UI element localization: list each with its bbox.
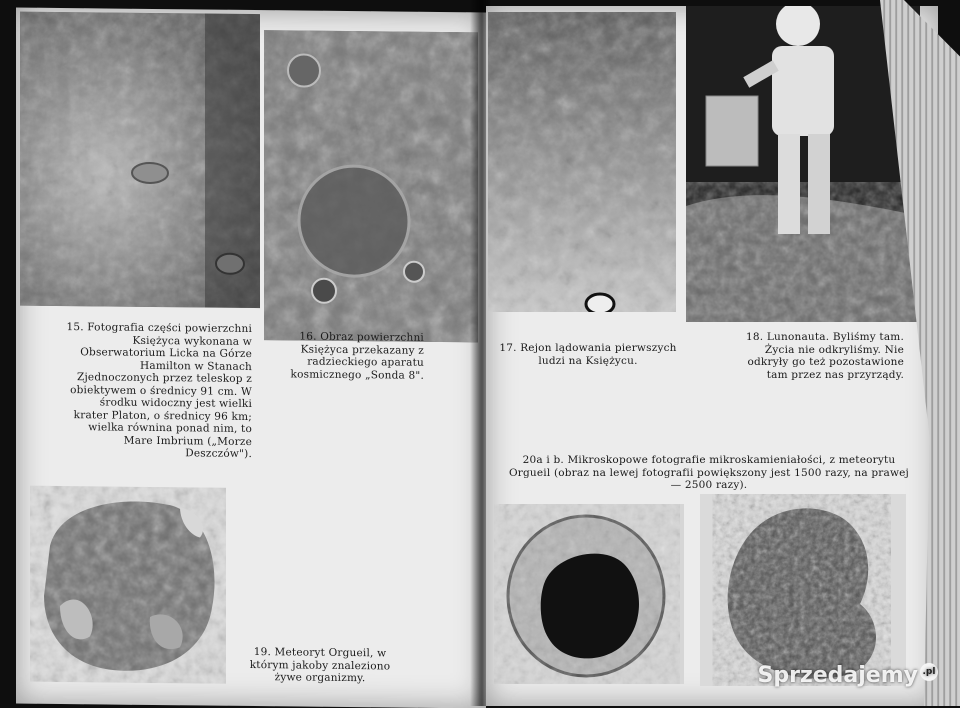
caption-15: 15. Fotografia części powierzchni Księżyca wykonana w Obserwatorium Licka na Górze Hamilton w Stanach Zjednoczonych przez teleskop z obiektywem o średnicy 91 cm. W środku widoczny jest wielki krater Platon, o średnicy 96 km; wielka równina ponad nim, to Mare Imbrium („Morze Deszczów").: [66, 321, 252, 461]
photo-meteorite-orgueil: [30, 486, 226, 684]
photo-lunar-surface-platon: [20, 12, 260, 309]
left-page: [16, 8, 486, 708]
photo-microfossil-20a: [494, 504, 684, 684]
right-page: [486, 6, 938, 706]
caption-17: 17. Rejon lądowania pierwszych ludzi na Księżycu.: [499, 342, 677, 367]
photo-landing-region: [488, 12, 676, 312]
photo-lunonauta-astronaut: [686, 6, 920, 322]
watermark-text: Sprzedajemy: [757, 663, 918, 688]
caption-16: 16. Obraz powierzchni Księżyca przekazany z radzieckiego aparatu kosmicznego „Sonda 8".: [290, 330, 424, 382]
watermark-suffix: .pl: [920, 663, 938, 681]
caption-18: 18. Lunonauta. Byliśmy tam. Życia nie odkryliśmy. Nie odkryły go też pozostawione tam przez nas przyrządy.: [746, 331, 904, 381]
caption-20: 20a i b. Mikroskopowe fotografie mikroskamieniałości, z meteorytu Orgueil (obraz na lewej fotografii powiększony jest 1500 razy, na prawej — 2500 razy).: [508, 454, 910, 491]
photo-sonda-8: [264, 30, 478, 342]
watermark-logo: [758, 663, 939, 688]
photo-microfossil-20b: [700, 494, 906, 686]
caption-19: 19. Meteoryt Orgueil, w którym jakoby znaleziono żywe organizmy.: [249, 646, 391, 685]
